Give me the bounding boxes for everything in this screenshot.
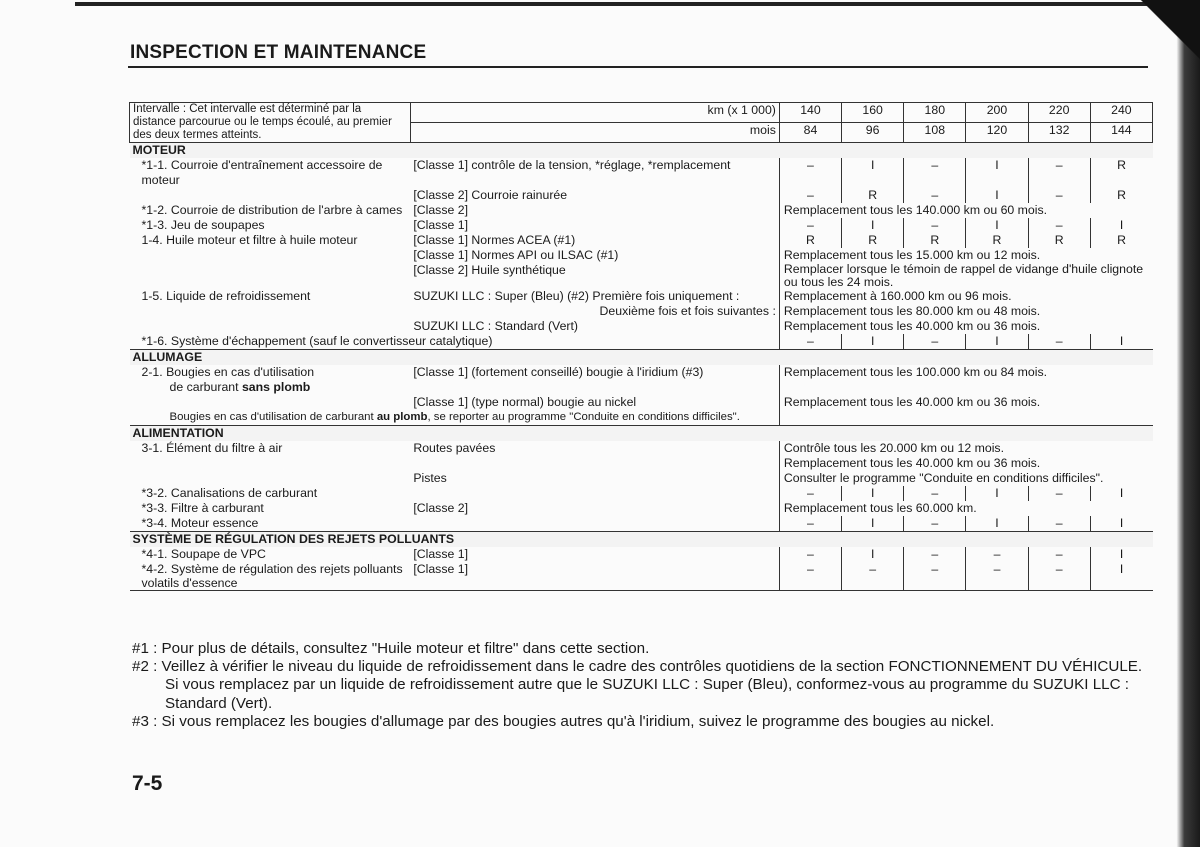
schedule-cell: I (1090, 486, 1152, 501)
item-label-emphasis: sans plomb (241, 380, 311, 394)
item-label: *1-2. Courroie de distribution de l'arbre à cames (141, 203, 403, 217)
km-value: 220 (1028, 103, 1090, 123)
schedule-cell: – (779, 562, 841, 591)
schedule-cell: – (966, 562, 1028, 591)
item-label: 1-4. Huile moteur et filtre à huile moteur (141, 233, 358, 247)
schedule-cell: – (779, 188, 841, 203)
schedule-text: Remplacement tous les 40.000 km ou 36 mois. (779, 395, 1152, 410)
schedule-cell: – (1028, 562, 1090, 591)
table-row (130, 233, 1153, 248)
item-spec: [Classe 2] (413, 203, 468, 217)
item-label: *1-6. Système d'échappement (sauf le convertisseur catalytique) (141, 334, 493, 348)
month-value: 132 (1028, 123, 1090, 143)
item-spec: [Classe 1] Normes API ou ILSAC (#1) (413, 248, 619, 262)
table-row (130, 218, 1153, 233)
schedule-cell: I (842, 547, 904, 562)
schedule-cell: – (1028, 516, 1090, 532)
months-label: mois (410, 123, 779, 143)
footnote-1: #1 : Pour plus de détails, consultez "Huile moteur et filtre" dans cette section. (132, 640, 650, 657)
schedule-cell: – (1028, 158, 1090, 188)
schedule-cell: I (842, 218, 904, 233)
schedule-cell: – (904, 334, 966, 350)
schedule-cell: I (966, 486, 1028, 501)
table-row (130, 441, 1153, 456)
table-row (130, 188, 1153, 203)
schedule-cell: – (966, 547, 1028, 562)
item-label: *3-4. Moteur essence (141, 516, 259, 530)
schedule-cell: I (966, 188, 1028, 203)
item-spec: [Classe 1] (fortement conseillé) bougie à l'iridium (#3) (413, 365, 704, 379)
schedule-cell: R (842, 233, 904, 248)
section-moteur: MOTEUR (130, 143, 1153, 159)
schedule-cell: – (904, 218, 966, 233)
item-label (130, 365, 411, 395)
schedule-cell: I (966, 218, 1028, 233)
schedule-text: Remplacement tous les 40.000 km ou 36 mois. (779, 456, 1152, 471)
schedule-text: Remplacement tous les 60.000 km. (779, 501, 1152, 516)
section-alimentation: ALIMENTATION (130, 426, 1153, 442)
table-row (130, 486, 1153, 501)
km-value: 160 (842, 103, 904, 123)
schedule-cell: I (842, 158, 904, 188)
km-value: 200 (966, 103, 1028, 123)
item-spec: [Classe 1] (413, 218, 468, 232)
item-spec: Routes pavées (413, 441, 496, 455)
schedule-cell: R (904, 233, 966, 248)
schedule-cell: – (779, 516, 841, 532)
table-row (130, 516, 1153, 532)
schedule-cell: – (842, 562, 904, 591)
schedule-cell: I (966, 516, 1028, 532)
table-row (130, 471, 1153, 486)
leaded-fuel-note (130, 410, 780, 426)
item-label-part: de carburant (169, 380, 239, 394)
schedule-cell: – (904, 486, 966, 501)
month-value: 96 (842, 123, 904, 143)
schedule-cell: – (779, 334, 841, 350)
schedule-cell: – (904, 188, 966, 203)
schedule-cell: – (779, 158, 841, 188)
item-spec: Deuxième fois et fois suivantes : (599, 304, 776, 318)
schedule-cell: I (842, 334, 904, 350)
note-text: Bougies en cas d'utilisation de carburant (169, 411, 374, 423)
footnote-2: #2 : Veillez à vérifier le niveau du liquide de refroidissement dans le cadre des contrôles quotidiens de la section FONCTIONNEMENT DU VÉHICULE. (132, 658, 1143, 676)
table-row (130, 304, 1153, 319)
schedule-cell: – (1028, 218, 1090, 233)
interval-km-row (130, 103, 1153, 123)
title-rule (128, 66, 1148, 68)
interval-label: Intervalle : Cet intervalle est déterminé par la distance parcourue ou le temps écoulé, au premier des deux termes atteints. (130, 103, 411, 143)
month-value: 84 (779, 123, 841, 143)
table-row (130, 501, 1153, 516)
schedule-cell: R (1090, 233, 1152, 248)
schedule-cell: – (904, 158, 966, 188)
month-value: 108 (904, 123, 966, 143)
footnote-2-continued: Si vous remplacez par un liquide de refroidissement autre que le SUZUKI LLC : Super (Bleu), conformez-vous au programme du SUZUKI LLC : Standard (Vert). (165, 676, 1129, 712)
km-value: 240 (1090, 103, 1152, 123)
schedule-cell: R (779, 233, 841, 248)
item-label: 3-1. Élément du filtre à air (141, 441, 283, 455)
section-heading (130, 143, 1153, 159)
schedule-cell: R (966, 233, 1028, 248)
table-row (130, 158, 1153, 188)
table-row (130, 365, 1153, 395)
schedule-cell: – (1028, 486, 1090, 501)
item-spec: [Classe 1] contrôle de la tension, *réglage, *remplacement (413, 158, 731, 172)
item-spec: [Classe 1] (413, 562, 468, 576)
table-row (130, 547, 1153, 562)
schedule-cell: I (1090, 562, 1152, 591)
month-value: 120 (966, 123, 1028, 143)
km-value: 180 (904, 103, 966, 123)
footnote-3: #3 : Si vous remplacez les bougies d'allumage par des bougies autres qu'à l'iridium, suivez le programme des bougies au nickel. (132, 712, 995, 730)
schedule-cell: I (1090, 334, 1152, 350)
note-emphasis: au plomb (376, 411, 428, 423)
table-row (130, 203, 1153, 218)
item-label: *4-1. Soupape de VPC (141, 547, 266, 561)
item-spec: SUZUKI LLC : Super (Bleu) (#2) Première fois uniquement : (413, 289, 740, 303)
item-spec: SUZUKI LLC : Standard (Vert) (413, 319, 579, 333)
schedule-cell: R (1028, 233, 1090, 248)
schedule-text: Remplacement tous les 80.000 km ou 48 mois. (779, 304, 1152, 319)
item-spec: [Classe 1] Normes ACEA (#1) (413, 233, 576, 247)
item-spec: [Classe 2] Courroie rainurée (413, 188, 568, 202)
item-label: *1-1. Courroie d'entraînement accessoire de moteur (141, 158, 383, 187)
schedule-cell: I (1090, 218, 1152, 233)
month-value: 144 (1090, 123, 1152, 143)
item-spec: Pistes (413, 471, 447, 485)
schedule-text: Remplacement tous les 15.000 km ou 12 mois. (779, 248, 1152, 263)
schedule-cell: – (904, 562, 966, 591)
schedule-cell: – (904, 516, 966, 532)
schedule-cell: R (1090, 188, 1152, 203)
table-row (130, 289, 1153, 304)
table-row (130, 263, 1153, 289)
km-label: km (x 1 000) (410, 103, 779, 123)
schedule-cell: I (1090, 547, 1152, 562)
top-rule (75, 2, 1165, 6)
item-spec: [Classe 2] (413, 501, 468, 515)
item-label: 1-5. Liquide de refroidissement (141, 289, 311, 303)
section-allumage: ALLUMAGE (130, 350, 1153, 366)
note-text: , se reporter au programme "Conduite en conditions difficiles". (427, 411, 740, 423)
schedule-cell: I (1090, 516, 1152, 532)
schedule-cell: – (1028, 334, 1090, 350)
schedule-text: Remplacer lorsque le témoin de rappel de vidange d'huile clignote ou tous les 24 mois. (779, 263, 1152, 289)
section-heading (130, 426, 1153, 442)
table-row (130, 410, 1153, 426)
section-heading (130, 350, 1153, 366)
section-heading (130, 532, 1153, 548)
schedule-text: Remplacement tous les 40.000 km ou 36 mois. (779, 319, 1152, 334)
schedule-text: Remplacement à 160.000 km ou 96 mois. (779, 289, 1152, 304)
table-row (130, 562, 1153, 591)
item-label-part: 2-1. Bougies en cas d'utilisation (141, 365, 315, 379)
table-row (130, 248, 1153, 263)
schedule-text: Contrôle tous les 20.000 km ou 12 mois. (779, 441, 1152, 456)
item-spec: [Classe 1] (type normal) bougie au nickel (413, 395, 637, 409)
item-label: *3-2. Canalisations de carburant (141, 486, 318, 500)
schedule-cell: – (1028, 188, 1090, 203)
page-title: INSPECTION ET MAINTENANCE (130, 42, 427, 63)
item-label: *3-3. Filtre à carburant (141, 501, 264, 515)
item-spec: [Classe 2] Huile synthétique (413, 263, 566, 277)
schedule-cell: – (779, 218, 841, 233)
table-row (130, 319, 1153, 334)
schedule-cell: – (1028, 547, 1090, 562)
table-row (130, 395, 1153, 410)
table-row (130, 456, 1153, 471)
table-row (130, 334, 1153, 350)
maintenance-schedule-table (129, 102, 1153, 591)
schedule-cell: – (779, 547, 841, 562)
schedule-cell: I (842, 486, 904, 501)
item-label: *1-3. Jeu de soupapes (141, 218, 265, 232)
km-value: 140 (779, 103, 841, 123)
schedule-text: Consulter le programme "Conduite en conditions difficiles". (779, 471, 1152, 486)
schedule-cell: I (842, 516, 904, 532)
schedule-cell: R (842, 188, 904, 203)
schedule-cell: – (904, 547, 966, 562)
item-spec: [Classe 1] (413, 547, 468, 561)
schedule-cell: – (779, 486, 841, 501)
schedule-text: Remplacement tous les 100.000 km ou 84 mois. (779, 365, 1152, 395)
page-number: 7-5 (132, 772, 163, 795)
section-emissions: SYSTÈME DE RÉGULATION DES REJETS POLLUANTS (130, 532, 1153, 548)
page-corner (1140, 0, 1200, 70)
footnotes (132, 640, 1157, 731)
schedule-cell: I (966, 158, 1028, 188)
schedule-cell: R (1090, 158, 1152, 188)
item-label: *4-2. Système de régulation des rejets polluants volatils d'essence (141, 562, 403, 590)
schedule-cell: I (966, 334, 1028, 350)
schedule-text: Remplacement tous les 140.000 km ou 60 mois. (779, 203, 1152, 218)
